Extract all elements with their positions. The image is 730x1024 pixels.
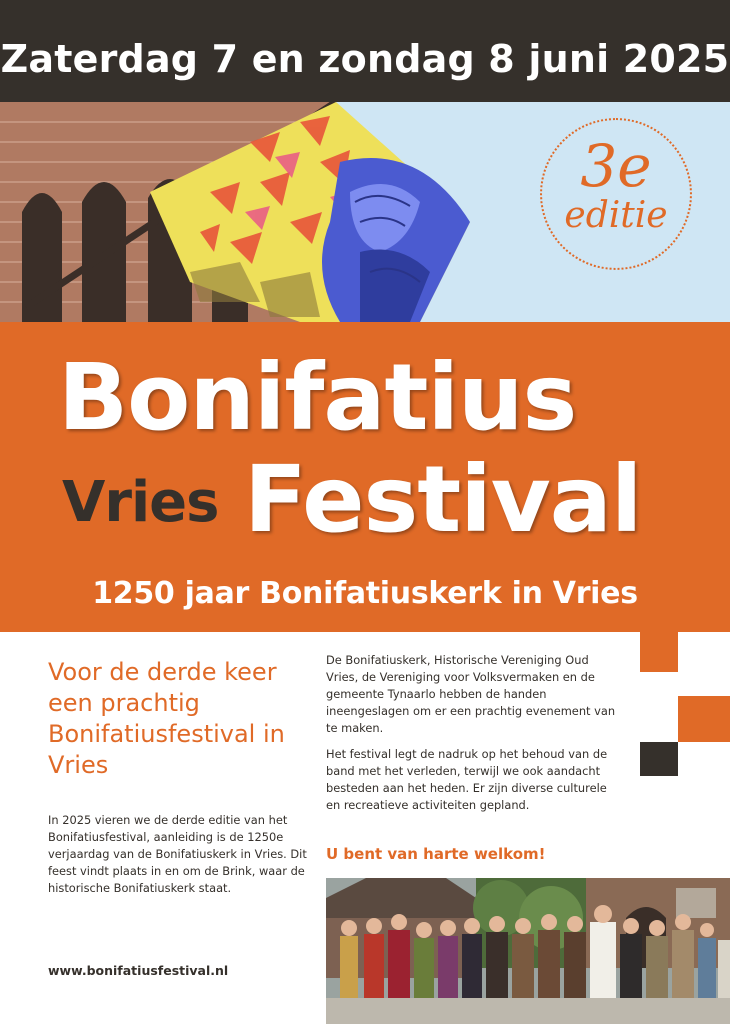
decor-square-dark <box>640 742 678 776</box>
edition-word: editie <box>564 195 668 236</box>
title-subtitle: 1250 jaar Bonifatiuskerk in Vries <box>92 576 638 611</box>
edition-badge <box>540 118 692 270</box>
decor-square-orange-1 <box>640 632 678 672</box>
event-date: Zaterdag 7 en zondag 8 juni 2025 <box>0 37 730 81</box>
title-bonifatius: Bonifatius <box>58 344 577 451</box>
decor-square-orange-2 <box>678 696 730 742</box>
intro-text: In 2025 vieren we de derde editie van het Bonifatiusfestival, aanleiding is de 1250e verjaardag van de Bonifatiuskerk in Vries. Dit feest vindt plaats in en om de Brink, waar de historische Bonifatiuskerk staat. <box>48 813 307 895</box>
photo-svg <box>326 878 730 1024</box>
body-paragraph-2: Het festival legt de nadruk op het behoud van de band met het verleden, terwijl we ook aandacht besteden aan het heden. Er zijn diverse culturele en recreatieve activiteiten gepland. <box>326 747 608 812</box>
body-paragraph-1: De Bonifatiuskerk, Historische Vereniging Oud Vries, de Vereniging voor Volksvermaken en de gemeente Tynaarlo hebben de handen ineengeslagen om er een prachtig evenement van te maken. <box>326 653 616 735</box>
costumed-participants-photo <box>326 878 730 1024</box>
title-festival: Festival <box>244 446 642 553</box>
welcome-text: U bent van harte welkom! <box>326 845 546 863</box>
intro-headline: Voor de derde keer een prachtig Bonifatiusfestival in Vries <box>48 658 285 779</box>
edition-number: 3e <box>580 132 652 200</box>
title-vries: Vries <box>62 470 219 535</box>
body-column <box>326 652 616 823</box>
website-link[interactable]: www.bonifatiusfestival.nl <box>48 963 229 978</box>
